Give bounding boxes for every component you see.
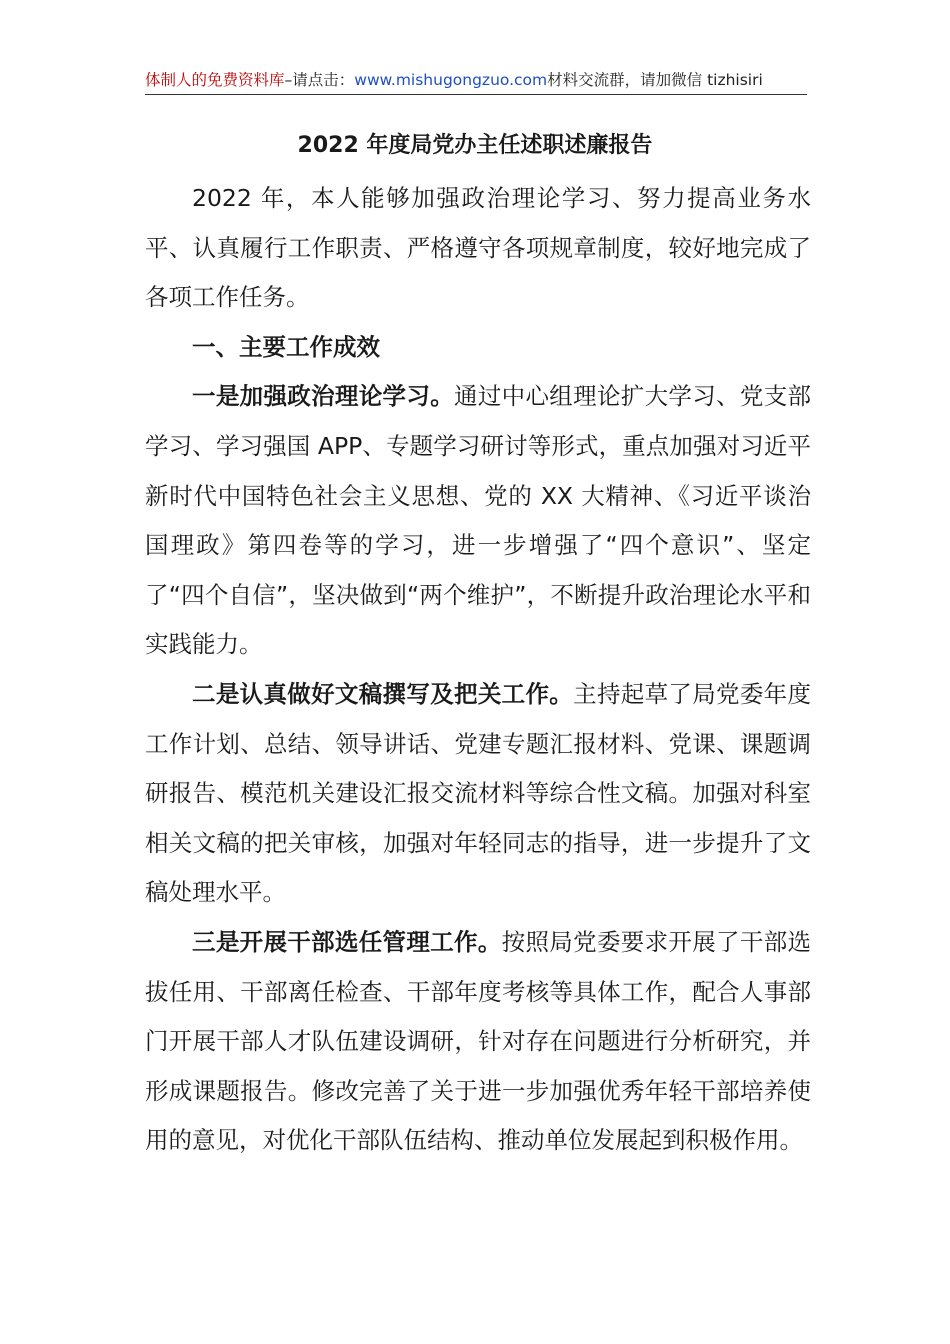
header-url-link[interactable]: www.mishugongzuo.com [354, 71, 548, 89]
work-item-paragraph [145, 372, 811, 670]
work-item-text: 按照局党委要求开展了干部选拔任用、干部离任检查、干部年度考核等具体工作，配合人事部门开展干部人才队伍建设调研，针对存在问题进行分析研究，并形成课题报告。修改完善了关于进一步加强优秀年轻干部培养使用的意见，对优化干部队伍结构、推动单位发展起到积极作用。 [145, 927, 812, 1155]
document-title: 2022 年度局党办主任述职述廉报告 [297, 133, 653, 158]
header-note: 材料交流群，请加微信 tizhisiri [547, 71, 763, 89]
document-body [145, 174, 811, 1166]
work-item-lead: 二是认真做好文稿撰写及把关工作。 [192, 679, 574, 708]
work-item-lead: 三是开展干部选任管理工作。 [192, 927, 502, 956]
work-item-text: 主持起草了局党委年度工作计划、总结、领导讲话、党建专题汇报材料、党课、课题调研报告、模范机关建设汇报交流材料等综合性文稿。加强对科室相关文稿的把关审核，加强对年轻同志的指导，进一步提升了文稿处理水平。 [145, 679, 812, 907]
page-header [145, 68, 807, 95]
work-item-text: 通过中心组理论扩大学习、党支部学习、学习强国 APP、专题学习研讨等形式，重点加强对习近平新时代中国特色社会主义思想、党的 XX 大精神、《习近平谈治国理政》第四卷等的学习，进一步增强了“四个意识”、坚定了“四个自信”，坚决做到“两个维护”，不断提升政治理论水平和实践能力。 [145, 382, 812, 659]
header-prompt: –请点击： [284, 71, 355, 89]
header-brand: 体制人的免费资料库 [145, 71, 285, 89]
work-item-lead: 一是加强政治理论学习。 [192, 382, 455, 411]
intro-paragraph: 2022 年，本人能够加强政治理论学习、努力提高业务水平、认真履行工作职责、严格遵守各项规章制度，较好地完成了各项工作任务。 [145, 184, 811, 312]
section-heading: 一、主要工作成效 [192, 332, 380, 361]
work-item-paragraph [145, 670, 811, 918]
work-item-paragraph [145, 918, 811, 1166]
